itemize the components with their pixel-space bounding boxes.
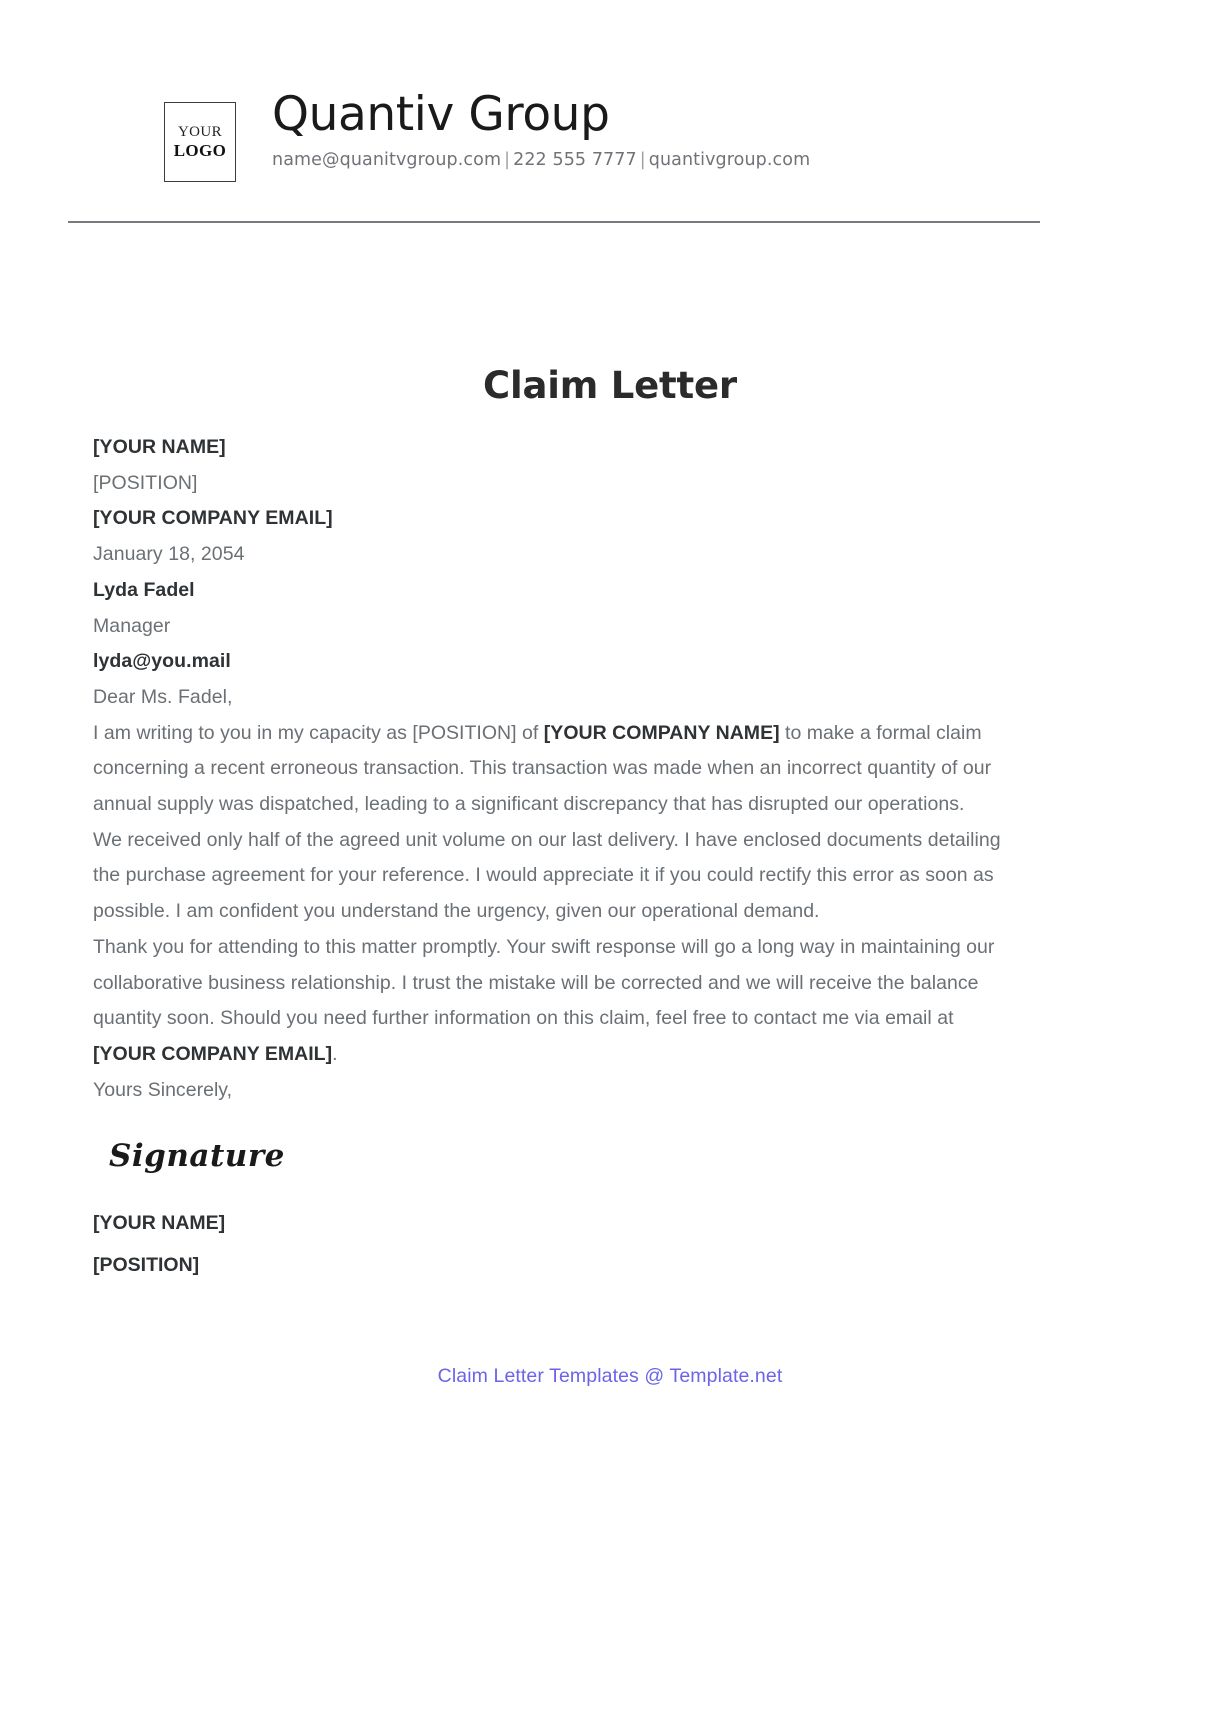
logo-text-your: YOUR — [177, 123, 223, 140]
sender-email: [YOUR COMPANY EMAIL] — [93, 507, 333, 530]
body-paragraph-2: We received only half of the agreed unit volume on our last delivery. I have enclosed documents detailing the purchase agreement for your reference. I would appreciate it if you could rectify this error as soon as possible. I am confident you understand the urgency, given our operational demand. — [93, 828, 1001, 923]
signature-mark: Signature — [109, 1138, 285, 1175]
contact-email: name@quanitvgroup.com — [272, 149, 502, 170]
template-net-link[interactable]: Claim Letter Templates @ Template.net — [437, 1365, 783, 1387]
logo-placeholder — [164, 102, 236, 182]
company-name: Quantiv Group — [272, 87, 610, 142]
sender-name: [YOUR NAME] — [93, 436, 226, 458]
signoff-position: [POSITION] — [93, 1254, 200, 1277]
salutation: Dear Ms. Fadel, — [93, 685, 233, 708]
logo-text-logo: LOGO — [173, 140, 227, 160]
body-paragraph-3 — [93, 930, 1013, 1073]
brand-block — [272, 88, 810, 170]
contact-phone: 222 555 7777 — [513, 149, 637, 170]
paragraph-3-text-start: Thank you for attending to this matter promptly. Your swift response will go a long way in maintaining our collaborative business relationship. I trust the mistake will be corrected and we will receive the balance quantity soon. Should you need further information on this claim, feel free to contact me via email at — [93, 935, 995, 1030]
letter-date: January 18, 2054 — [93, 543, 245, 566]
company-email-placeholder: [YOUR COMPANY EMAIL] — [93, 1042, 333, 1065]
header-divider — [68, 221, 1040, 223]
letter-body — [93, 430, 1013, 1286]
company-name-placeholder: [YOUR COMPANY NAME] — [543, 721, 780, 744]
contact-separator-1: | — [504, 149, 511, 170]
signoff-name: [YOUR NAME] — [93, 1212, 226, 1235]
sender-position: [POSITION] — [93, 471, 198, 494]
recipient-name: Lyda Fadel — [93, 578, 195, 601]
contact-separator-2: | — [639, 149, 646, 170]
paragraph-1-text-end: to make a formal claim concerning a recent erroneous transaction. This transaction was made when an incorrect quantity of our annual supply was dispatched, leading to a significant discrepancy that has disrupted our operations. — [93, 721, 992, 816]
recipient-email: lyda@you.mail — [93, 650, 231, 673]
recipient-position: Manager — [93, 614, 171, 637]
body-paragraph-1 — [93, 716, 1013, 823]
letterhead — [0, 88, 1220, 182]
contact-line — [272, 150, 810, 170]
paragraph-1-text-start: I am writing to you in my capacity as [POSITION] of — [93, 721, 544, 744]
contact-website: quantivgroup.com — [648, 149, 811, 170]
paragraph-3-text-end: . — [332, 1042, 338, 1065]
footer — [0, 1365, 1220, 1388]
closing-line: Yours Sincerely, — [93, 1078, 233, 1101]
page-title: Claim Letter — [483, 364, 737, 407]
